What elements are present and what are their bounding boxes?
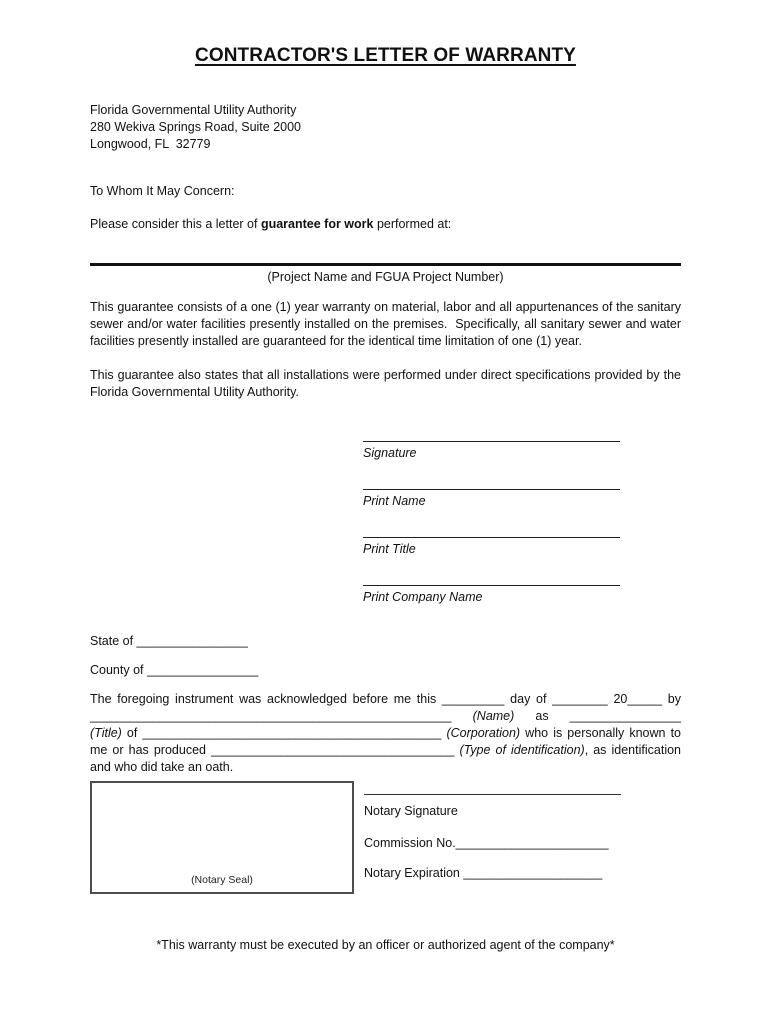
county-of-field[interactable]: County of ________________ bbox=[90, 663, 259, 677]
commission-number-field[interactable]: Commission No.______________________ bbox=[364, 836, 609, 850]
notary-section bbox=[90, 781, 681, 894]
print-company-name-label: Print Company Name bbox=[363, 590, 483, 604]
print-name-field bbox=[363, 489, 681, 510]
print-name-label: Print Name bbox=[363, 494, 426, 508]
notary-seal-box bbox=[90, 781, 354, 894]
execution-footnote: *This warranty must be executed by an officer or authorized agent of the company* bbox=[156, 938, 615, 952]
acknowledgment-line: and who did take an oath. bbox=[90, 760, 234, 774]
notary-signature-label: Notary Signature bbox=[364, 804, 458, 818]
salutation: To Whom It May Concern: bbox=[90, 184, 235, 198]
notary-expiration-field[interactable]: Notary Expiration ____________________ bbox=[364, 866, 603, 880]
address-line: Florida Governmental Utility Authority bbox=[90, 103, 297, 117]
notary-acknowledgment-paragraph bbox=[90, 691, 681, 776]
signature-block bbox=[363, 441, 681, 606]
signature-label: Signature bbox=[363, 446, 417, 460]
page-title: CONTRACTOR'S LETTER OF WARRANTY bbox=[195, 45, 576, 66]
notary-fields-column bbox=[364, 781, 622, 894]
notary-signature-blank-line[interactable] bbox=[364, 794, 621, 795]
print-title-label: Print Title bbox=[363, 542, 416, 556]
print-company-name-field bbox=[363, 585, 681, 606]
state-of-field[interactable]: State of ________________ bbox=[90, 634, 248, 648]
acknowledgment-line[interactable]: The foregoing instrument was acknowledged before me this _________ day of ________ 20_____ by bbox=[90, 692, 681, 706]
print-name-blank-line[interactable] bbox=[363, 489, 620, 490]
address-line: Longwood, FL 32779 bbox=[90, 137, 211, 151]
print-company-name-blank-line[interactable] bbox=[363, 585, 620, 586]
print-title-blank-line[interactable] bbox=[363, 537, 620, 538]
signature-field bbox=[363, 441, 681, 462]
print-title-field bbox=[363, 537, 681, 558]
acknowledgment-line[interactable]: me or has produced ___________________________________ (Type of identification), as identification bbox=[90, 743, 681, 757]
specifications-paragraph: This guarantee also states that all installations were performed under direct specifications provided by the Florida Governmental Utility Authority. bbox=[90, 368, 685, 399]
intro-sentence: Please consider this a letter of guarantee for work performed at: bbox=[90, 217, 452, 231]
signature-blank-line[interactable] bbox=[363, 441, 620, 442]
acknowledgment-line[interactable]: (Title) of ___________________________________________ (Corporation) who is personally known to bbox=[90, 726, 681, 740]
address-line: 280 Wekiva Springs Road, Suite 2000 bbox=[90, 120, 302, 134]
warranty-paragraph: This guarantee consists of a one (1) year warranty on material, labor and all appurtenances of the sanitary sewer and/or water facilities presently installed on the premises. Specifically, all sanitary sewer and water facilities presently installed are guaranteed for the identical time limitation of one (1) year. bbox=[90, 300, 685, 348]
recipient-address-block bbox=[90, 102, 681, 153]
notary-seal-caption: (Notary Seal) bbox=[191, 874, 253, 886]
project-line-caption: (Project Name and FGUA Project Number) bbox=[267, 270, 504, 284]
acknowledgment-line[interactable]: ____________________________________________________ (Name) as ________________ bbox=[90, 709, 681, 723]
